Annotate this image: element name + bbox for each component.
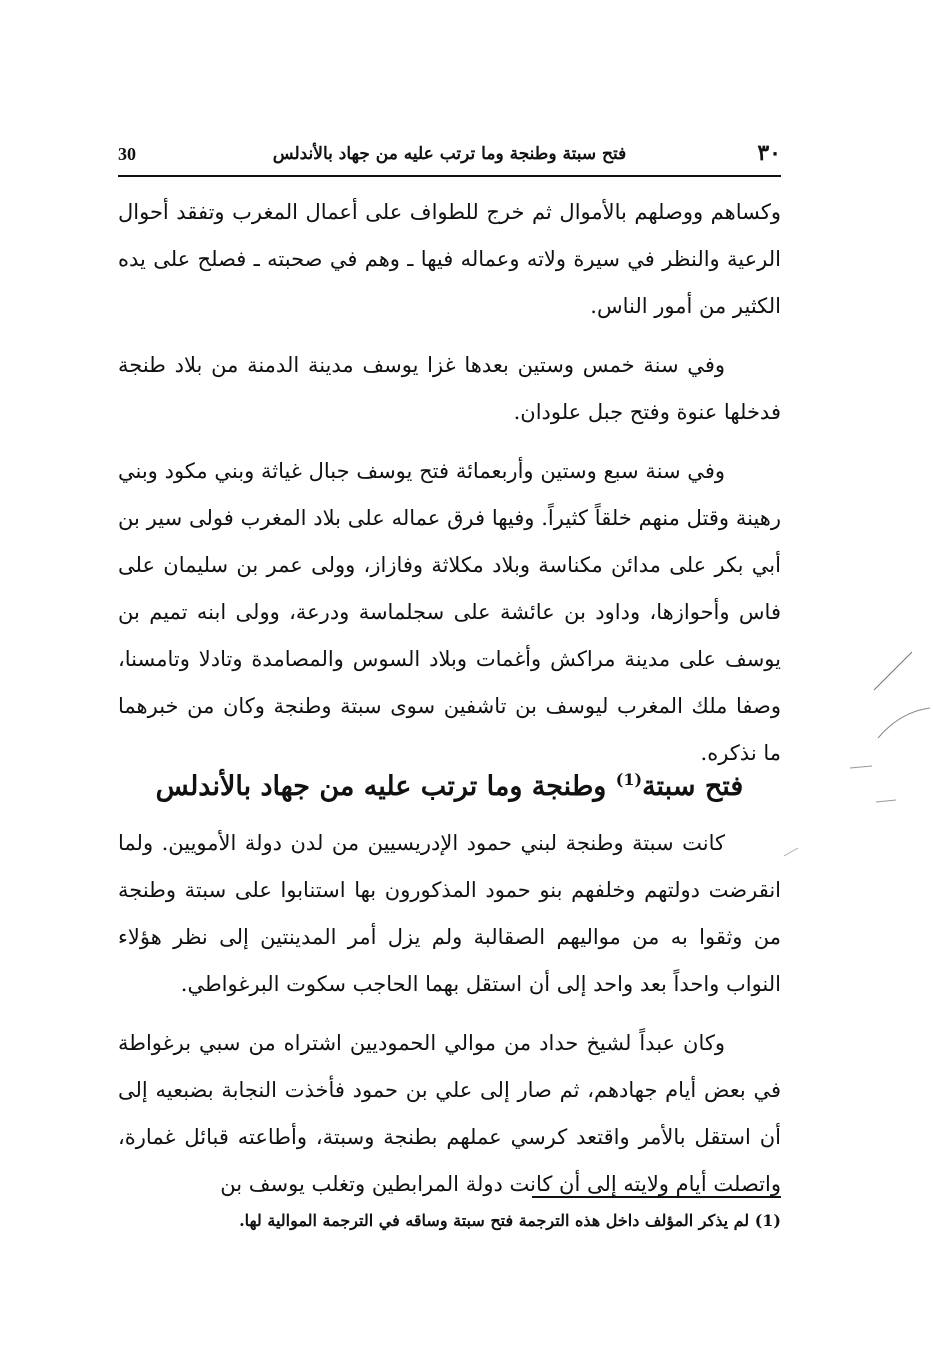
paragraph: كانت سبتة وطنجة لبني حمود الإدريسيين من لدن دولة الأمويين. ولما انقرضت دولتهم وخلفهم بنو حمود المذكورون بها استنابوا على سبتة وطنجة من وثقوا به من مواليهم الصقالبة ولم يزل أمر المدينتين إلى نظر هؤلاء النواب واحداً بعد واحد إلى أن استقل بهما الحاجب سكوت البرغواطي. (118, 831, 781, 996)
section-heading-text: وطنجة وما ترتب عليه من جهاد بالأندلس (155, 771, 616, 802)
paragraph: وفي سنة سبع وستين وأربعمائة فتح يوسف جبال غياثة وبني مكود وبني رهينة وقتل منهم خلقاً كثيراً. وفيها فرق عماله على بلاد المغرب فولى سير بن أبي بكر على مدائن مكناسة وبلاد مكلاثة وفازاز، وولى عمر بن سليمان على فاس وأحوازها، وداود بن عائشة على سجلماسة ودرعة، وولى ابنه تميم بن يوسف على مدينة مراكش وأغمات وبلاد السوس والمصامدة وتادلا وتامسنا، وصفا ملك المغرب ليوسف بن تاشفين سوى سبتة وطنجة وكان من خبرهما ما نذكره. (118, 459, 781, 765)
page-number-latin: 30 (118, 144, 136, 164)
footnote: (1) لم يذكر المؤلف داخل هذه الترجمة فتح سبتة وساقه في الترجمة الموالية لها. (239, 1211, 781, 1230)
page-header (118, 140, 781, 174)
body-text-top (118, 189, 781, 777)
footnote-ref: (1) (615, 770, 643, 789)
paragraph: وفي سنة خمس وستين بعدها غزا يوسف مدينة الدمنة من بلاد طنجة فدخلها عنوة وفتح جبل علودان. (118, 353, 781, 424)
body-text-bottom (118, 820, 781, 1208)
header-rule (118, 175, 781, 177)
section-heading (118, 755, 781, 812)
section-heading-text: فتح سبتة (642, 771, 744, 802)
paragraph: وكساهم ووصلهم بالأموال ثم خرج للطواف على أعمال المغرب وتفقد أحوال الرعية والنظر في سيرة ولاته وعماله فيها ـ وهم في صحبته ـ فصلح على يده الكثير من أمور الناس. (118, 200, 781, 318)
running-title: فتح سبتة وطنجة وما ترتب عليه من جهاد بالأندلس (272, 144, 627, 164)
footnote-rule (532, 1196, 781, 1198)
paragraph: وكان عبداً لشيخ حداد من موالي الحموديين اشتراه من سبي برغواطة في بعض أيام جهادهم، ثم صار إلى علي بن حمود فأخذت النجابة بضبعيه إلى أن استقل بالأمر واقتعد كرسي عملهم بطنجة وسبتة، وأطاعته قبائل غمارة، واتصلت أيام ولايته إلى أن كانت دولة المرابطين وتغلب يوسف بن (118, 1031, 781, 1196)
page-number-arabic: ٣٠ (757, 140, 781, 166)
